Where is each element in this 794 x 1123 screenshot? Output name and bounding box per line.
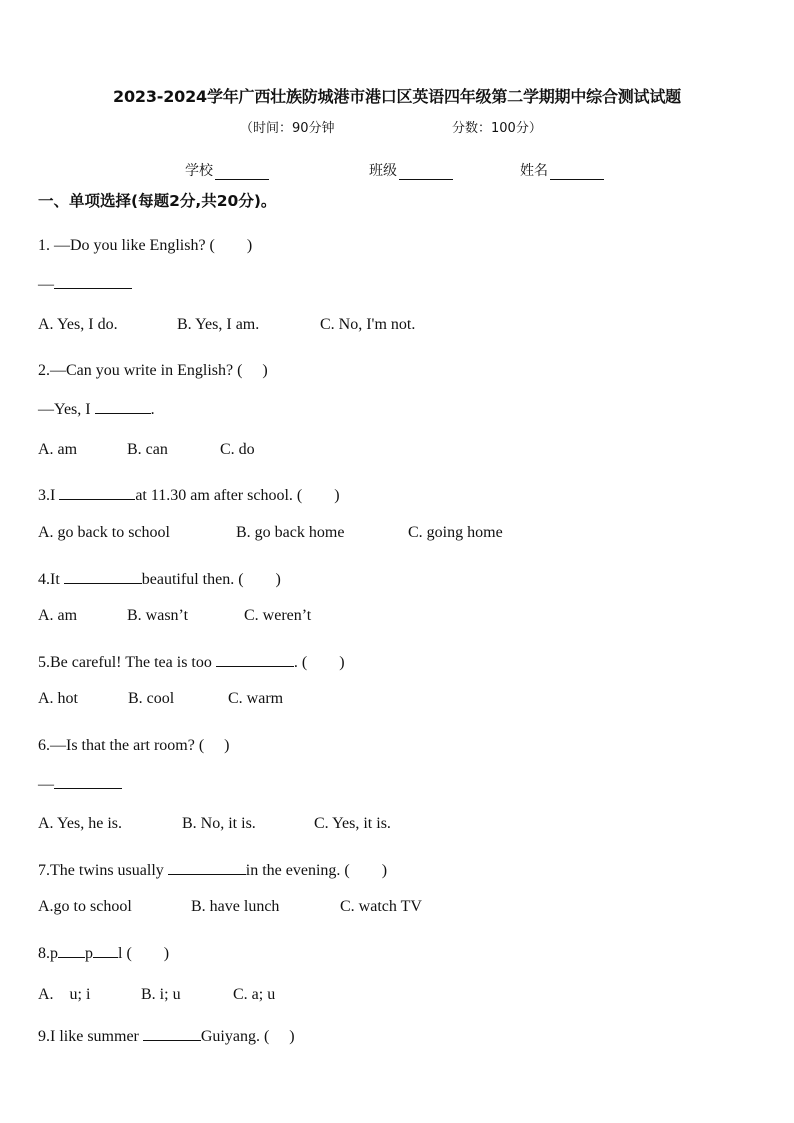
option-b: B. i; u	[141, 986, 181, 1003]
question-8-stem: 8.p p l ( )	[38, 945, 170, 962]
letter-blank-2	[93, 943, 118, 958]
exam-score: 分数：100分）	[452, 121, 542, 136]
question-6-reply: —	[38, 774, 122, 794]
class-blank	[399, 165, 453, 180]
letter-blank-1	[58, 943, 85, 958]
question-6-stem: 6.—Is that the art room? ( )	[38, 737, 230, 754]
question-7-options	[38, 898, 422, 916]
name-label: 姓名	[520, 163, 548, 179]
school-blank	[215, 165, 269, 180]
class-field	[369, 160, 453, 180]
question-4-options	[38, 607, 311, 625]
question-6-options	[38, 815, 391, 833]
question-5-stem: 5.Be careful! The tea is too . ( )	[38, 654, 345, 671]
option-c: C. Yes, it is.	[314, 815, 391, 832]
exam-title: 2023-2024学年广西壮族防城港市港口区英语四年级第二学期期中综合测试试题	[113, 87, 681, 106]
school-field	[185, 160, 269, 180]
option-b: B. have lunch	[191, 898, 280, 915]
name-field	[520, 160, 604, 180]
question-3-stem: 3.I at 11.30 am after school. ( )	[38, 487, 340, 504]
option-a: A. Yes, he is.	[38, 815, 123, 832]
question-5-options	[38, 690, 283, 708]
option-c: C. weren’t	[244, 607, 312, 624]
option-b: B. go back home	[236, 524, 345, 541]
answer-blank	[64, 569, 142, 584]
option-b: B. cool	[128, 690, 175, 707]
question-3-options	[38, 524, 503, 542]
answer-blank	[95, 399, 151, 414]
option-b: B. No, it is.	[182, 815, 256, 832]
question-1-reply: —	[38, 274, 132, 294]
option-b: B. can	[127, 441, 168, 458]
option-c: C. going home	[408, 524, 503, 541]
answer-blank	[168, 860, 246, 875]
answer-blank	[54, 774, 122, 789]
option-c: C. No, I'm not.	[320, 316, 416, 333]
option-c: C. watch TV	[340, 898, 422, 915]
question-1-stem: 1. —Do you like English? ( )	[38, 237, 253, 254]
option-a: A. hot	[38, 690, 78, 707]
question-1-options	[38, 316, 415, 334]
question-2-options	[38, 441, 255, 459]
answer-blank	[143, 1026, 201, 1041]
section-heading: 一、单项选择(每题2分,共20分)。	[38, 192, 277, 210]
option-a: A. Yes, I do.	[38, 316, 118, 333]
answer-blank	[59, 485, 135, 500]
option-a: A. am	[38, 607, 78, 624]
answer-blank	[216, 652, 294, 667]
question-8-options	[38, 981, 275, 1004]
question-4-stem: 4.It beautiful then. ( )	[38, 571, 281, 588]
question-7-stem: 7.The twins usually in the evening. ( )	[38, 862, 388, 879]
question-2-reply: —Yes, I .	[38, 401, 155, 418]
option-c: C. do	[220, 441, 255, 458]
option-c: C. warm	[228, 690, 284, 707]
question-2-stem: 2.—Can you write in English? ( )	[38, 362, 268, 379]
option-a: A. am	[38, 441, 78, 458]
option-a: A.go to school	[38, 898, 132, 915]
class-label: 班级	[369, 163, 397, 179]
answer-blank	[54, 274, 132, 289]
exam-time: （时间：90分钟	[240, 121, 335, 136]
name-blank	[550, 165, 604, 180]
school-label: 学校	[185, 163, 213, 179]
option-a: A. u; i	[38, 986, 91, 1003]
question-9-stem: 9.I like summer Guiyang. ( )	[38, 1028, 295, 1045]
option-c: C. a; u	[233, 986, 276, 1003]
option-b: B. Yes, I am.	[177, 316, 260, 333]
option-a: A. go back to school	[38, 524, 170, 541]
option-b: B. wasn’t	[127, 607, 189, 624]
